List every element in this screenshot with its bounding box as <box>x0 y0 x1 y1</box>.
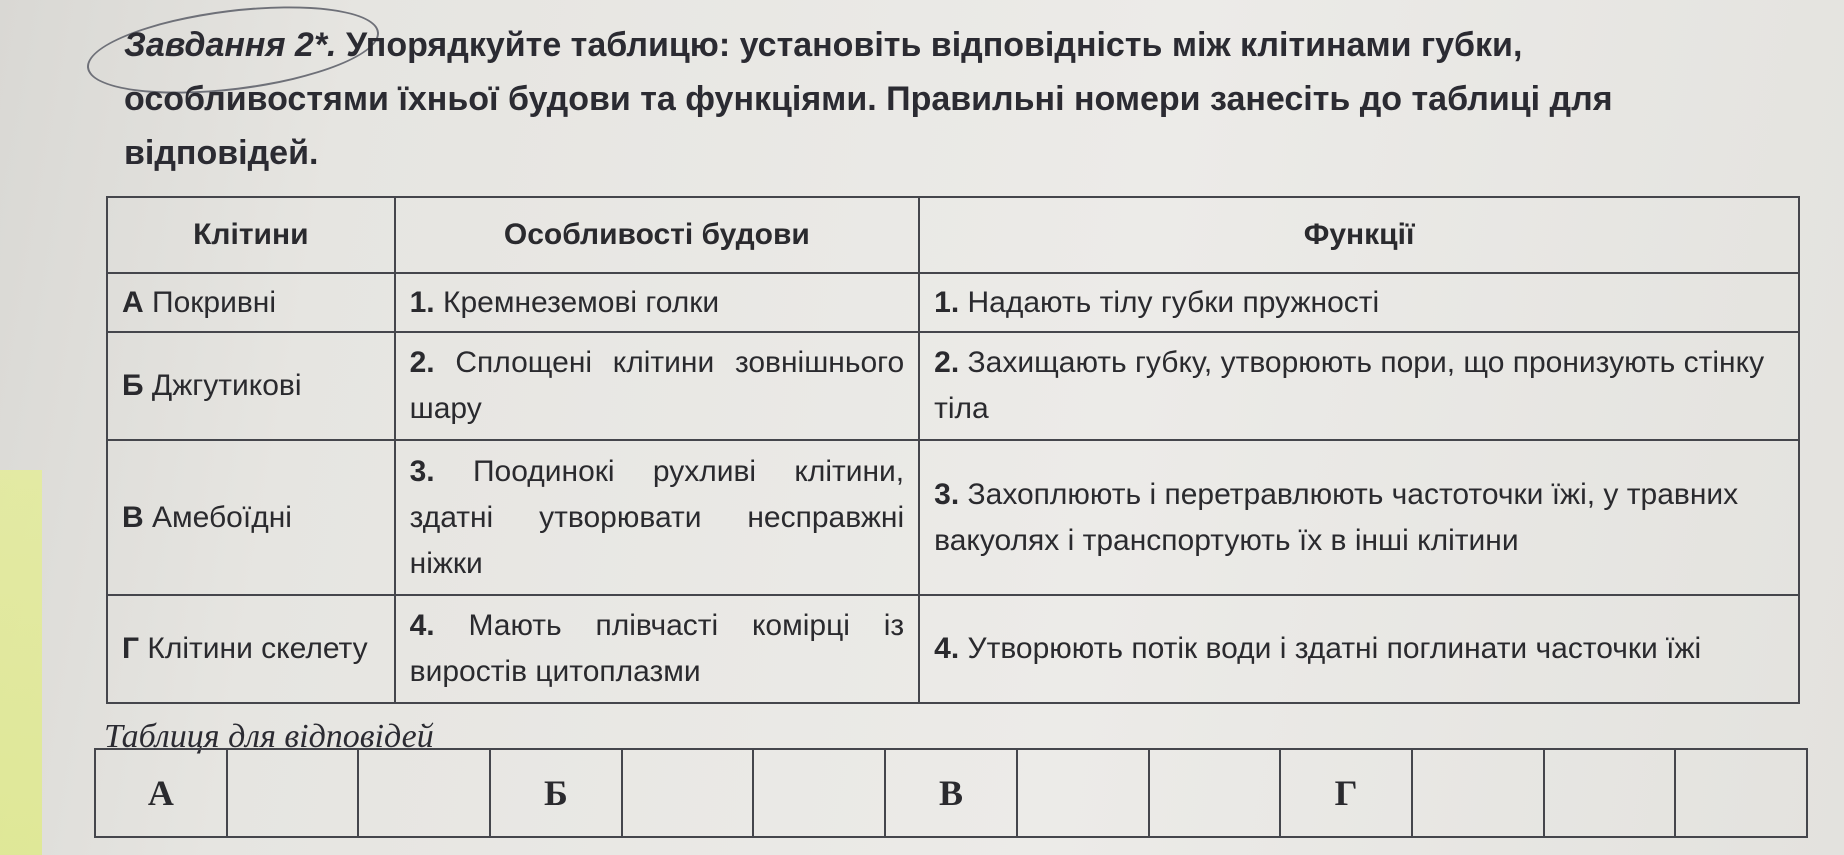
answer-cell[interactable] <box>358 749 490 837</box>
header-cells: Клітини <box>107 197 395 273</box>
cell-name: Клітини скелету <box>147 632 368 666</box>
function-text: Захоплюють і перетравлюють частоточки їжі, у травних вакуолях і транспортують їх в інші клітини <box>934 477 1739 557</box>
table-row <box>107 332 1799 440</box>
cell-letter: В <box>122 500 144 534</box>
structure-text: Кремнеземові голки <box>443 285 720 319</box>
structure-number: 3. <box>409 454 435 488</box>
table-row <box>107 595 1799 703</box>
structure-feature <box>395 440 920 596</box>
header-structure: Особливості будови <box>395 197 920 273</box>
cell-name: Джгутикові <box>151 368 302 402</box>
task-text: Упорядкуйте таблицю: установіть відповідність між клітинами губки, особливостями їхньої будови та функціями. Правильні номери занесіть до таблиці для відповідей. <box>124 26 1613 172</box>
function-item <box>919 595 1799 703</box>
function-number: 1. <box>934 285 960 319</box>
table-header-row <box>107 197 1799 273</box>
answer-cell[interactable] <box>227 749 359 837</box>
highlighter-mark <box>0 470 42 855</box>
structure-feature <box>395 273 920 332</box>
answer-cell[interactable] <box>1544 749 1676 837</box>
function-number: 4. <box>934 632 960 666</box>
answer-label-g: Г <box>1280 749 1412 837</box>
answer-label-a: А <box>95 749 227 837</box>
matching-table <box>106 196 1800 704</box>
answer-cell[interactable] <box>1017 749 1149 837</box>
answer-cell[interactable] <box>1412 749 1544 837</box>
cell-type <box>107 595 395 703</box>
structure-text: Поодинокі рухливі клітини, здатні утворювати несправжні ніжки <box>409 454 905 580</box>
answer-row <box>95 749 1807 837</box>
answer-cell[interactable] <box>622 749 754 837</box>
function-number: 2. <box>934 345 960 379</box>
cell-letter: А <box>122 285 144 319</box>
structure-text: Мають плівчасті комірці із виростів цитоплазми <box>409 609 905 689</box>
function-item <box>919 332 1799 440</box>
function-number: 3. <box>934 477 960 511</box>
cell-type <box>107 332 395 440</box>
cell-type <box>107 440 395 596</box>
function-text: Захищають губку, утворюють пори, що пронизують стінку тіла <box>934 345 1765 425</box>
answer-label-b: Б <box>490 749 622 837</box>
cell-name: Амебоїдні <box>152 500 292 534</box>
structure-number: 2. <box>409 345 435 379</box>
task-heading <box>124 18 1764 180</box>
function-text: Утворюють потік води і здатні поглинати часточки їжі <box>967 632 1702 666</box>
table-row <box>107 440 1799 596</box>
answer-cell[interactable] <box>1675 749 1807 837</box>
structure-number: 1. <box>409 285 435 319</box>
header-functions: Функції <box>919 197 1799 273</box>
structure-feature <box>395 332 920 440</box>
function-text: Надають тілу губки пружності <box>967 285 1380 319</box>
cell-name: Покривні <box>152 285 276 319</box>
structure-number: 4. <box>409 609 435 643</box>
structure-feature <box>395 595 920 703</box>
answer-label-v: В <box>885 749 1017 837</box>
function-item <box>919 440 1799 596</box>
task-number: Завдання 2*. <box>124 26 337 64</box>
cell-type <box>107 273 395 332</box>
function-item <box>919 273 1799 332</box>
answer-table <box>94 748 1808 838</box>
answer-table-caption: Таблиця для відповідей <box>104 718 434 755</box>
table-row <box>107 273 1799 332</box>
cell-letter: Г <box>122 632 140 666</box>
cell-letter: Б <box>122 368 144 402</box>
structure-text: Сплощені клітини зовнішнього шару <box>409 345 905 425</box>
answer-cell[interactable] <box>1149 749 1281 837</box>
answer-cell[interactable] <box>753 749 885 837</box>
